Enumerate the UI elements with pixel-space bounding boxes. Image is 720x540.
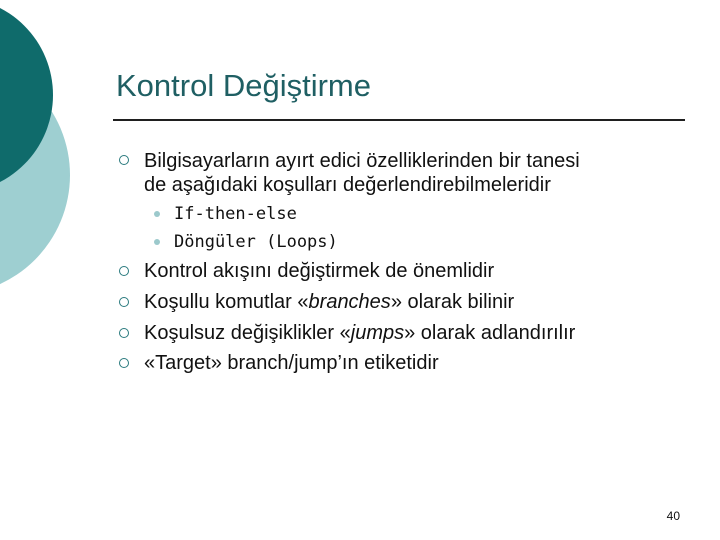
bullet-text-4-pre: Koşulsuz değişiklikler « xyxy=(144,322,351,344)
decorative-circles xyxy=(0,0,80,290)
bullet-icon xyxy=(119,155,129,165)
bullet-text-1a: Bilgisayarların ayırt edici özelliklerinden bir tanesi xyxy=(144,150,580,172)
slide-title: Kontrol Değiştirme xyxy=(116,68,371,103)
bullet-text-4-italic: jumps xyxy=(350,322,405,344)
page-number: 40 xyxy=(666,509,680,523)
sub-item-loops: Döngüler (Loops) xyxy=(174,232,338,252)
sub-bullet-icon xyxy=(154,211,160,217)
bullet-icon xyxy=(119,358,129,368)
bullet-text-5: «Target» branch/jump’ın etiketidir xyxy=(144,352,439,374)
bullet-text-3-post: » olarak bilinir xyxy=(390,291,515,313)
bullet-text-3 xyxy=(144,290,514,314)
bullet-text-1b: de aşağıdaki koşulları değerlendirebilmeleridir xyxy=(144,174,551,196)
bullet-text-2: Kontrol akışını değiştirmek de önemlidir xyxy=(144,260,495,282)
sub-item-if-then-else: If-then-else xyxy=(174,204,297,224)
bullet-text-3-italic: branches xyxy=(308,291,391,313)
bullet-icon xyxy=(119,297,129,307)
bullet-icon xyxy=(119,328,129,338)
title-divider xyxy=(113,119,685,121)
bullet-icon xyxy=(119,266,129,276)
bullet-text-3-pre: Koşullu komutlar « xyxy=(144,291,309,313)
bullet-text-4-post: » olarak adlandırılır xyxy=(404,322,576,344)
bullet-text-4 xyxy=(144,321,575,345)
sub-bullet-icon xyxy=(154,239,160,245)
